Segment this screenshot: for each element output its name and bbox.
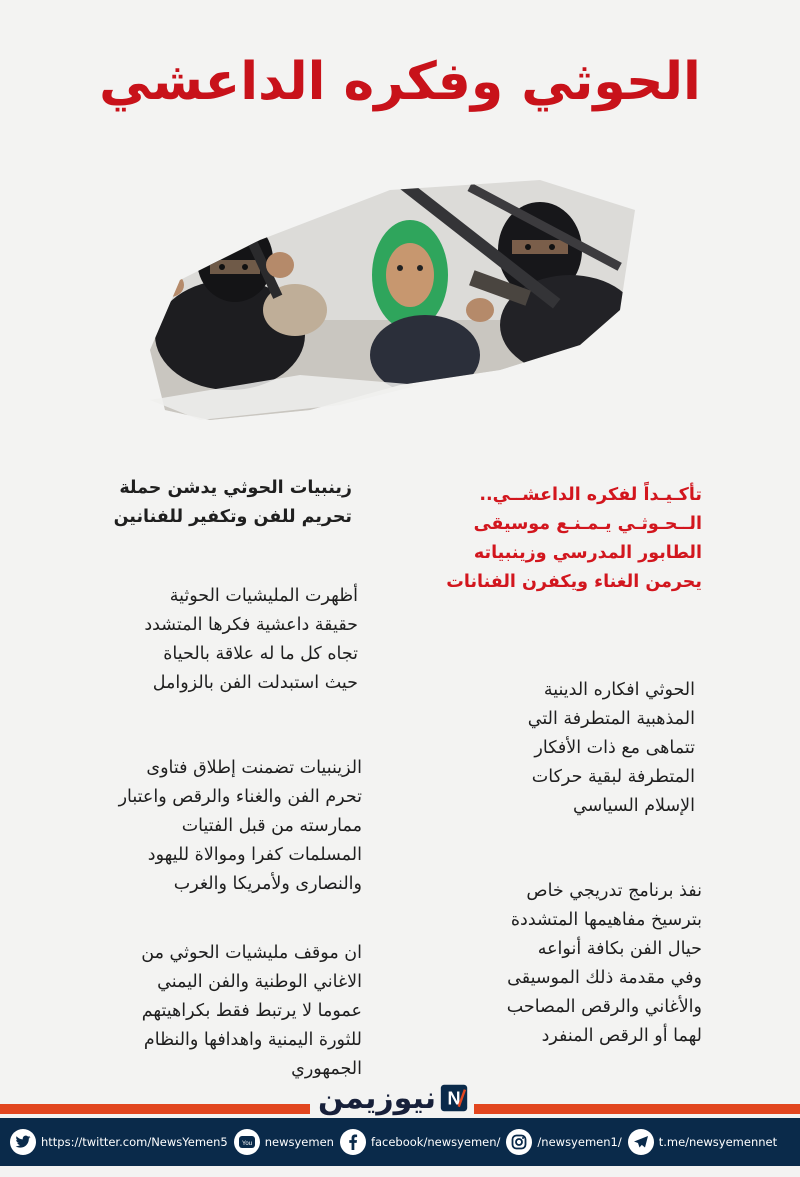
telegram-label: t.me/newsyemennet — [658, 1135, 778, 1149]
twitter-link[interactable] — [10, 1129, 228, 1155]
youtube-link[interactable] — [234, 1129, 334, 1155]
instagram-icon — [506, 1129, 532, 1155]
highlight-callout — [440, 481, 702, 597]
paragraph-text: الحوثي افكاره الدينية المذهبية المتطرفة التي تتماهى مع ذات الأفكار المتطرفة لبقية حركات الإسلام السياسي — [527, 680, 695, 816]
instagram-link[interactable] — [506, 1129, 621, 1155]
twitter-label: https://twitter.com/NewsYemen5 — [41, 1135, 228, 1149]
militants-photo — [140, 170, 640, 425]
svg-text:N: N — [447, 1088, 461, 1109]
paragraph-left-3 — [90, 939, 362, 1084]
heading-text: زينبيات الحوثي يدشن حملة تحريم للفن وتكفير للفنانين — [113, 478, 352, 527]
accent-rule-right — [474, 1104, 800, 1114]
facebook-icon — [340, 1129, 366, 1155]
facebook-label: facebook/newsyemen/ — [370, 1135, 501, 1149]
paragraph-left-2 — [90, 754, 362, 899]
paragraph-text: الزينبيات تضمنت إطلاق فتاوى تحرم الفن والغناء والرقص واعتبار ممارسته من قبل الفتيات المسلمات كفرا وموالاة لليهود والنصارى ولأمريكا والغرب — [118, 758, 362, 894]
telegram-icon — [628, 1129, 654, 1155]
youtube-label: newsyemen — [264, 1135, 334, 1149]
accent-rule-left — [0, 1104, 310, 1114]
paragraph-right-2 — [440, 877, 702, 1051]
logo-row — [0, 1078, 800, 1118]
twitter-icon — [10, 1129, 36, 1155]
brand-name: نيوزيمن — [318, 1080, 436, 1116]
paragraph-left-1 — [90, 582, 358, 698]
facebook-link[interactable] — [340, 1129, 500, 1155]
social-footer — [0, 1118, 800, 1166]
paragraph-right-1 — [440, 676, 695, 821]
paragraph-text: أظهرت المليشيات الحوثية حقيقة داعشية فكرها المتشدد تجاه كل ما له علاقة بالحياة حيث استبدلت الفن بالزوامل — [144, 586, 358, 693]
left-heading — [100, 474, 352, 532]
page-title: الحوثي وفكره الداعشي — [99, 52, 701, 112]
paragraph-text: ان موقف مليشيات الحوثي من الاغاني الوطنية والفن اليمني عموما لا يرتبط فقط بكراهيتهم للثورة اليمنية واهدافها والنظام الجمهوري — [141, 943, 362, 1079]
instagram-label: /newsyemen1/ — [537, 1135, 622, 1149]
brand-logo[interactable] — [318, 1078, 468, 1118]
brand-mark-icon — [440, 1081, 468, 1115]
svg-text:You: You — [241, 1141, 252, 1147]
bottom-strip — [0, 1166, 800, 1177]
paragraph-text: نفذ برنامج تدريجي خاص بترسيخ مفاهيمها المتشددة حيال الفن بكافة أنواعه وفي مقدمة ذلك الموسيقى والأغاني والرقص المصاحب لهما أو الرقص المنفرد — [506, 881, 702, 1046]
telegram-link[interactable] — [628, 1129, 777, 1155]
highlight-text: تأكـيـداً لفكره الداعشــي.. الــحـوثـي يـمـنـع موسيقى الطابور المدرسي وزينبياته يحرمن الغناء ويكفرن الفنانات — [446, 485, 702, 592]
youtube-icon — [234, 1129, 260, 1155]
